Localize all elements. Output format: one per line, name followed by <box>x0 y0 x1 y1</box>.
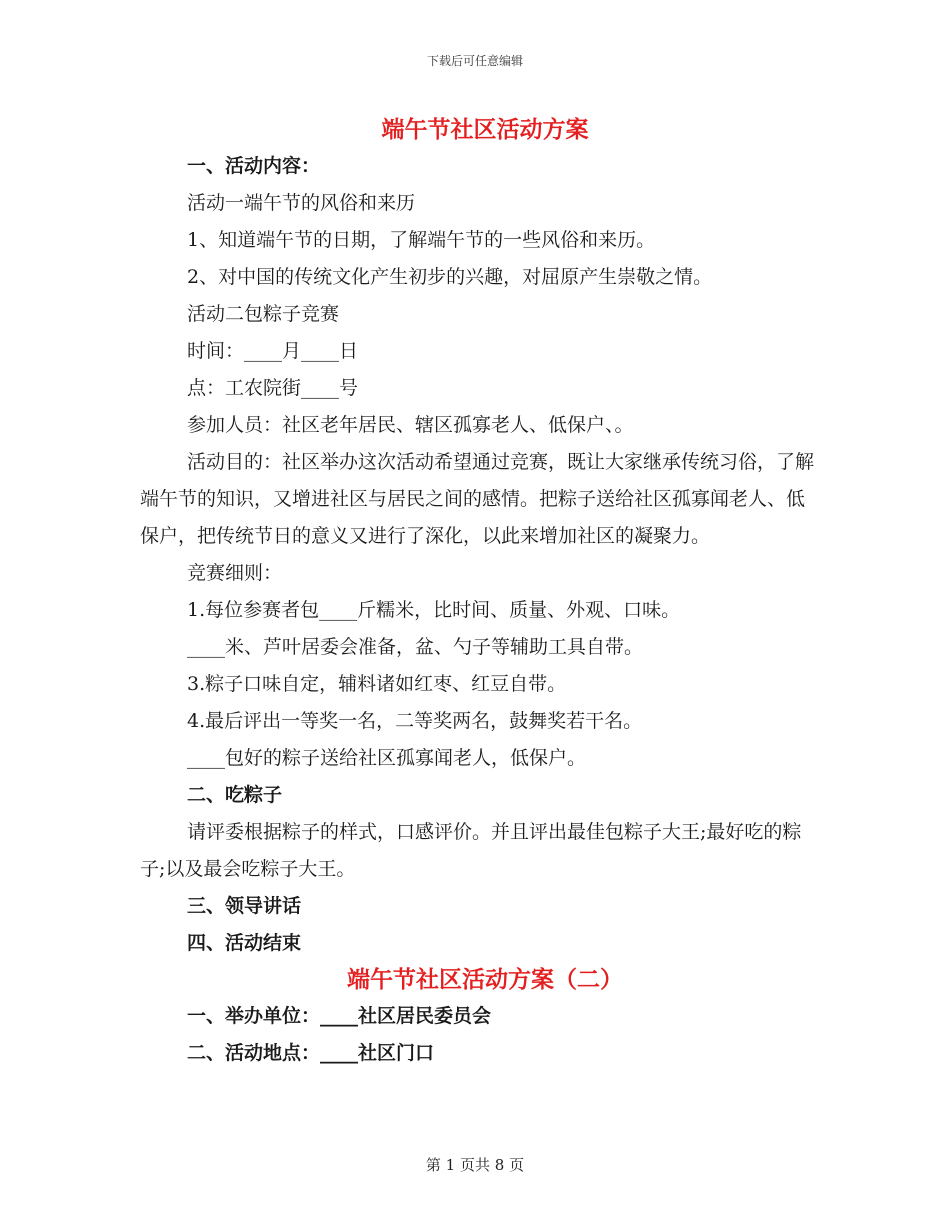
second-document-title: 端午节社区活动方案（二） <box>347 966 623 993</box>
purpose-paragraph: 活动目的：社区举办这次活动希望通过竞赛，既让大家继承传统习俗，了解端午节的知识，又增进社区与居民之间的感情。把粽子送给社区孤寡闻老人、低保户，把传统节日的意义又进行了深化，以此来增加社区的凝聚力。 <box>140 451 815 547</box>
document-title: 端午节社区活动方案 <box>381 116 589 143</box>
organizer-line: 一、举办单位：____社区居民委员会 <box>187 1005 492 1027</box>
section-heading-activity-end: 四、活动结束 <box>187 932 302 954</box>
section-heading-leader-speech: 三、领导讲话 <box>187 895 302 917</box>
time-line: 时间：____月____日 <box>187 340 359 362</box>
goal-item-1: 1、知道端午节的日期，了解端午节的一些风俗和来历。 <box>187 229 656 251</box>
venue-line: 二、活动地点：____社区门口 <box>187 1042 435 1064</box>
rule-item-1: 1.每位参赛者包____斤糯米，比时间、质量、外观、口味。 <box>187 599 681 621</box>
judging-paragraph: 请评委根据粽子的样式，口感评价。并且评出最佳包粽子大王;最好吃的粽子;以及最会吃粽子大王。 <box>140 821 802 880</box>
rules-heading: 竞赛细则： <box>187 562 283 584</box>
rule-item-3: 3.粽子口味自定，辅料诸如红枣、红豆自带。 <box>187 673 567 695</box>
page-footer: 第 1 页共 8 页 <box>425 1156 525 1174</box>
page-header: 下载后可任意编辑 <box>426 54 523 68</box>
activity-two-title: 活动二包粽子竞赛 <box>187 303 340 325</box>
participants-line: 参加人员：社区老年居民、辖区孤寡老人、低保户、。 <box>187 414 634 436</box>
rule-item-4: 4.最后评出一等奖一名，二等奖两名，鼓舞奖若干名。 <box>187 710 643 732</box>
rule-item-2: ____米、芦叶居委会准备，盆、勺子等辅助工具自带。 <box>187 636 644 658</box>
section-heading-eat-zongzi: 二、吃粽子 <box>187 784 283 806</box>
section-heading-content: 一、活动内容： <box>187 155 321 177</box>
goal-item-2: 2、对中国的传统文化产生初步的兴趣，对屈原产生崇敬之情。 <box>187 266 713 288</box>
rule-item-5: ____包好的粽子送给社区孤寡闻老人，低保户。 <box>187 747 587 769</box>
location-line: 点：工农院街____号 <box>187 377 359 399</box>
document-body <box>140 110 820 1072</box>
activity-one-title: 活动一端午节的风俗和来历 <box>187 192 416 214</box>
